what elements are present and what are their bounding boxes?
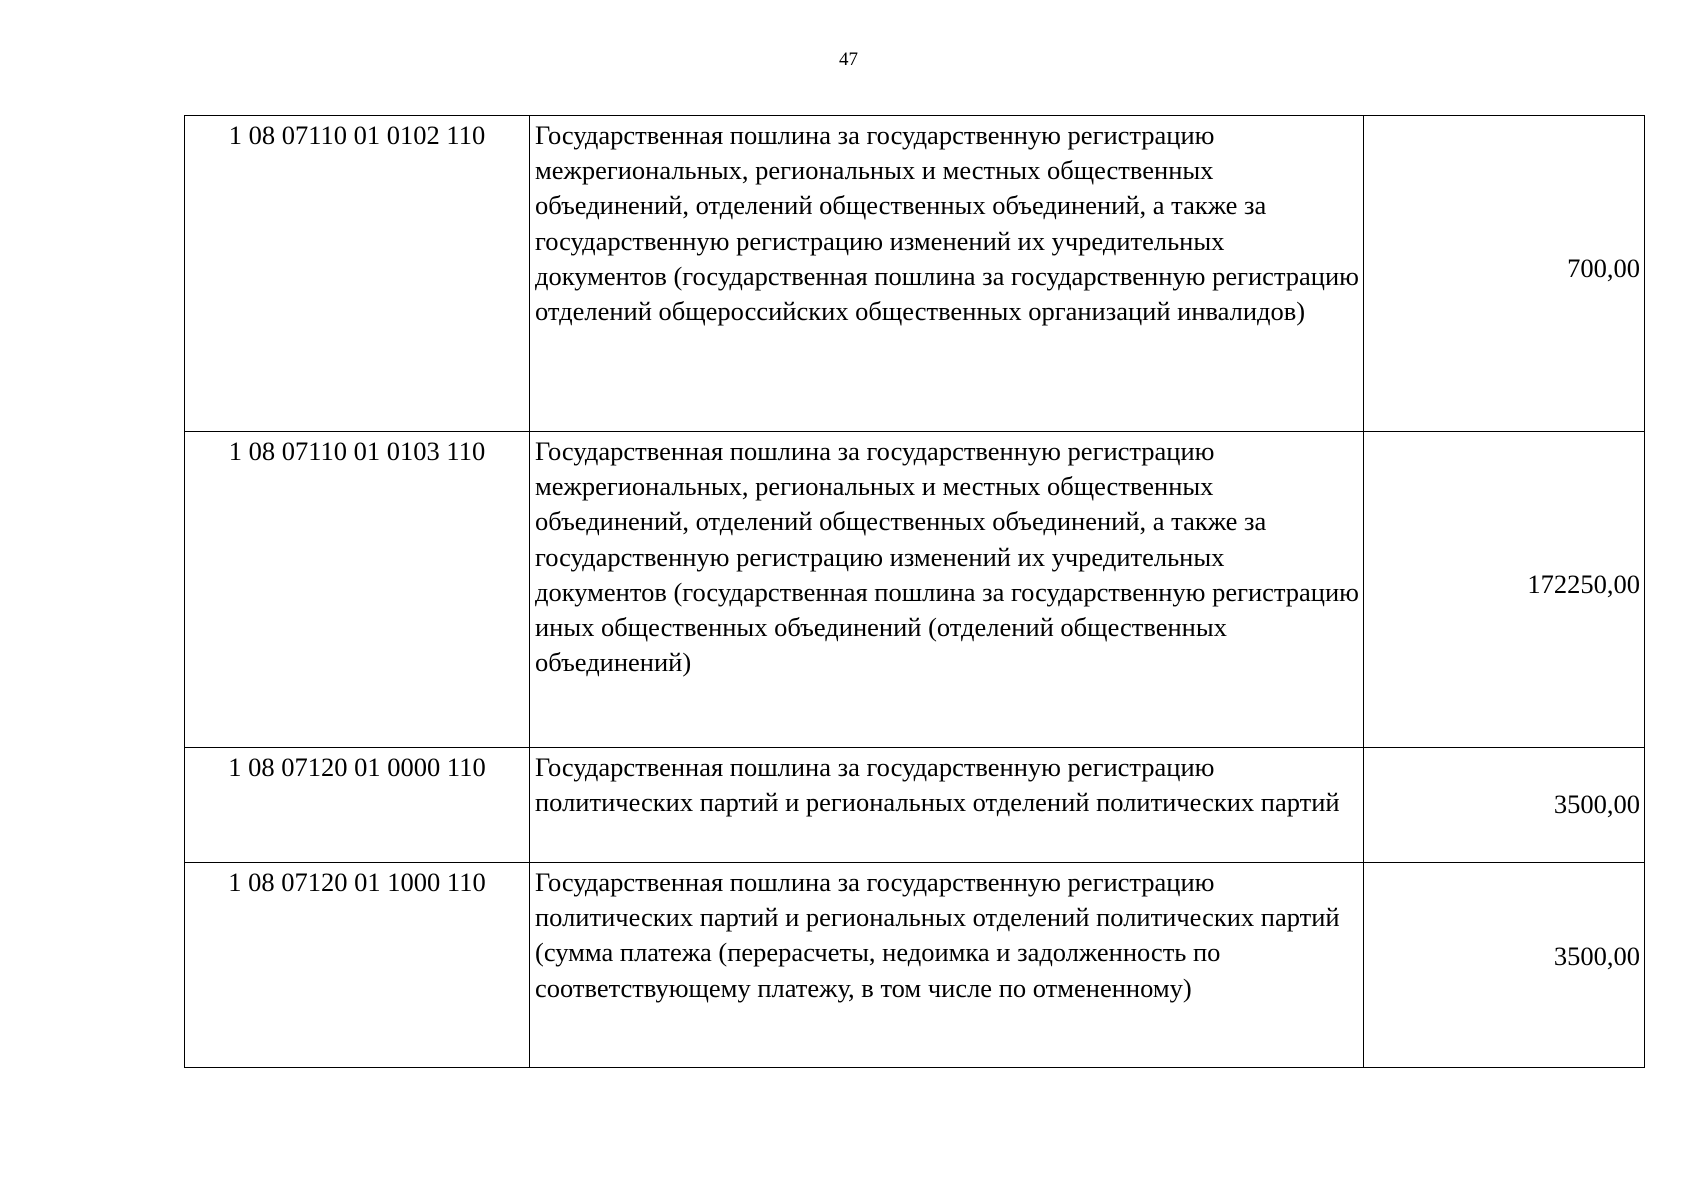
amount-cell: 172250,00 <box>1364 432 1645 748</box>
description-cell: Государственная пошлина за государственную регистрацию межрегиональных, региональных и местных общественных объединений, отделений общественных объединений, а также за государственную регистрацию изменений их учредительных документов (государственная пошлина за государственную регистрацию отделений общероссийских общественных организаций инвалидов) <box>530 116 1364 432</box>
table-row <box>185 748 1645 863</box>
table-row <box>185 432 1645 748</box>
description-cell: Государственная пошлина за государственную регистрацию политических партий и региональных отделений политических партий (сумма платежа (перерасчеты, недоимка и задолженность по соответствующему платежу, в том числе по отмененному) <box>530 863 1364 1068</box>
description-cell: Государственная пошлина за государственную регистрацию межрегиональных, региональных и местных общественных объединений, отделений общественных объединений, а также за государственную регистрацию изменений их учредительных документов (государственная пошлина за государственную регистрацию иных общественных объединений (отделений общественных объединений) <box>530 432 1364 748</box>
amount-cell: 700,00 <box>1364 116 1645 432</box>
budget-codes-table <box>184 115 1645 1068</box>
description-cell: Государственная пошлина за государственную регистрацию политических партий и региональных отделений политических партий <box>530 748 1364 863</box>
amount-cell: 3500,00 <box>1364 863 1645 1068</box>
budget-code-cell: 1 08 07120 01 0000 110 <box>185 748 530 863</box>
budget-code-cell: 1 08 07110 01 0103 110 <box>185 432 530 748</box>
table-row <box>185 116 1645 432</box>
amount-cell: 3500,00 <box>1364 748 1645 863</box>
table-row <box>185 863 1645 1068</box>
page-number: 47 <box>839 49 858 70</box>
budget-code-cell: 1 08 07110 01 0102 110 <box>185 116 530 432</box>
budget-code-cell: 1 08 07120 01 1000 110 <box>185 863 530 1068</box>
